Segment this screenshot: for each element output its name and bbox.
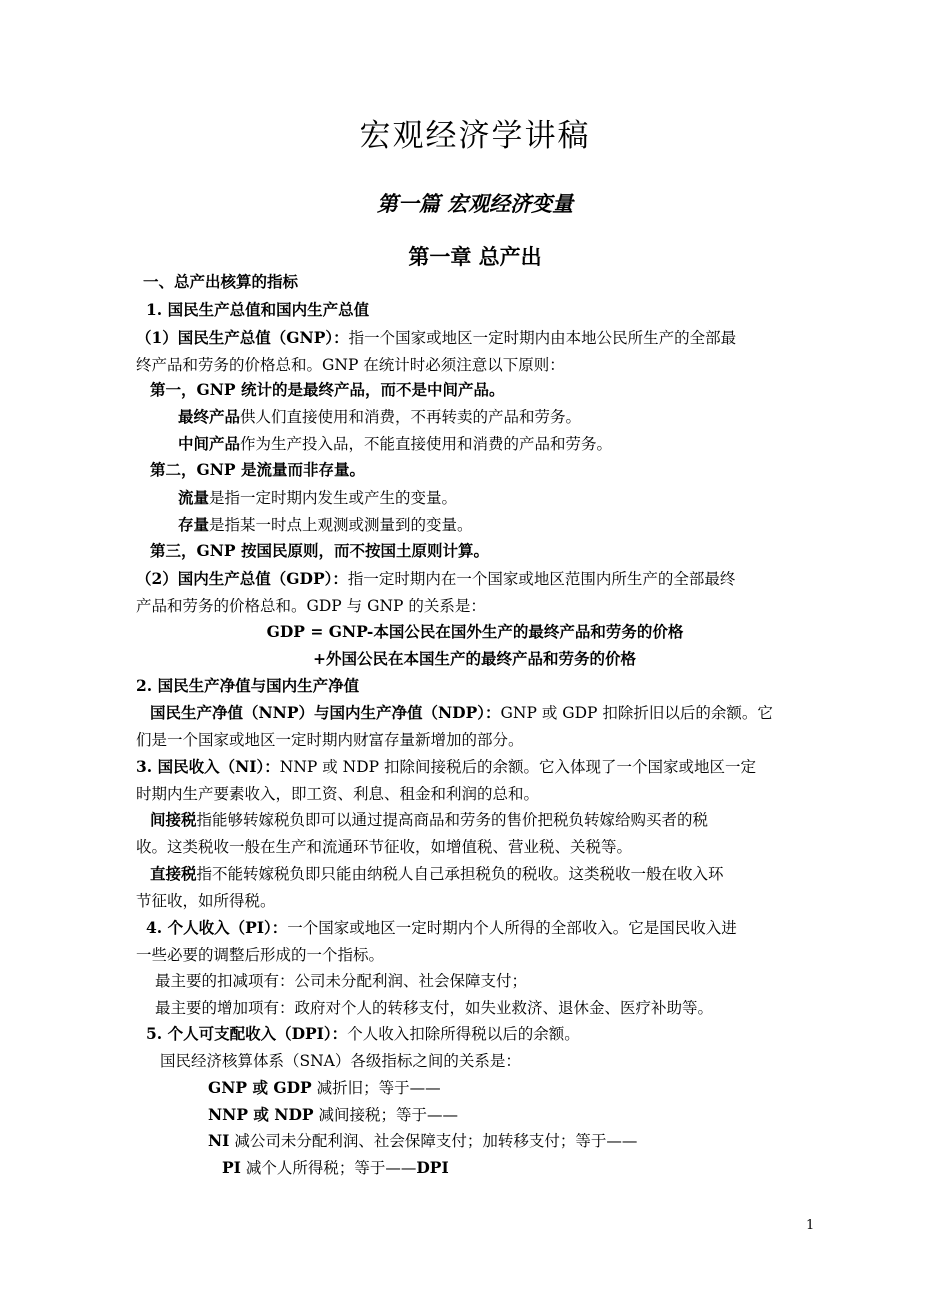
gdp-paragraph-line2: 产品和劳务的价格总和。GDP 与 GNP 的关系是：	[136, 597, 486, 615]
part-heading: 第一篇 宏观经济变量	[376, 191, 574, 216]
indirect-tax-line1	[150, 810, 708, 830]
item4-label: 4. 个人收入（PI）：	[146, 918, 288, 937]
gnp-principle-2: 第二，GNP 是流量而非存量。	[150, 460, 365, 479]
document-title: 宏观经济学讲稿	[359, 118, 591, 154]
item3-label: 3. 国民收入（NI）：	[136, 757, 280, 776]
sna-row-4-term: PI	[222, 1158, 241, 1177]
item3-paragraph-line1	[136, 757, 756, 777]
stock-term: 存量	[178, 515, 210, 534]
sna-row-2-text: 减间接税；等于——	[313, 1106, 458, 1124]
item2-label: 国民生产净值（NNP）与国内生产净值（NDP）：	[150, 703, 501, 722]
flow-line	[178, 488, 457, 508]
item4-text-a: 一个国家或地区一定时期内个人所得的全部收入。它是国民收入进	[287, 919, 737, 937]
sna-row-4-end: DPI	[416, 1158, 449, 1177]
item3-text-a: NNP 或 NDP 扣除间接税后的余额。它入体现了一个国家或地区一定	[279, 758, 757, 776]
direct-tax-line1	[150, 864, 724, 884]
gdp-text-a: 指一定时期内在一个国家或地区范围内所生产的全部最终	[347, 570, 736, 588]
item4-add-line: 最主要的增加项有：政府对个人的转移支付，如失业救济、退休金、医疗补助等。	[155, 999, 714, 1017]
flow-def: 是指一定时期内发生或产生的变量。	[209, 489, 458, 507]
final-product-def: 供人们直接使用和消费，不再转卖的产品和劳务。	[240, 408, 582, 426]
direct-tax-line2: 节征收，如所得税。	[136, 892, 276, 910]
indirect-tax-text-a: 指能够转嫁税负即可以通过提高商品和劳务的售价把税负转嫁给购买者的税	[196, 811, 709, 829]
intermediate-product-def: 作为生产投入品，不能直接使用和消费的产品和劳务。	[240, 435, 613, 453]
sna-row-2	[208, 1105, 458, 1125]
item5-line	[146, 1024, 580, 1044]
stock-line	[178, 515, 473, 535]
intermediate-product-line	[178, 434, 612, 454]
sna-row-3	[208, 1131, 637, 1151]
item1-heading: 1. 国民生产总值和国内生产总值	[146, 300, 370, 319]
item3-paragraph-line2: 时期内生产要素收入，即工资、利息、租金和利润的总和。	[136, 785, 540, 803]
gnp-text-a: 指一个国家或地区一定时期内由本地公民所生产的全部最	[348, 329, 737, 347]
page-number: 1	[806, 1218, 815, 1233]
sna-row-4-text: 减个人所得税；等于——	[240, 1159, 417, 1177]
item5-text: 个人收入扣除所得税以后的余额。	[347, 1025, 580, 1043]
chapter-heading: 第一章 总产出	[408, 244, 542, 269]
direct-tax-term: 直接税	[150, 864, 197, 883]
item2-paragraph-line2: 们是一个国家或地区一定时期内财富存量新增加的部分。	[136, 731, 524, 749]
intermediate-product-term: 中间产品	[178, 434, 241, 453]
sna-row-1-term: GNP 或 GDP	[208, 1078, 312, 1097]
indirect-tax-line2: 收。这类税收一般在生产和流通环节征收，如增值税、营业税、关税等。	[136, 838, 633, 856]
final-product-term: 最终产品	[178, 407, 241, 426]
gnp-label: （1）国民生产总值（GNP）：	[136, 328, 349, 347]
gnp-paragraph-line1	[136, 328, 736, 348]
gnp-principle-1: 第一，GNP 统计的是最终产品，而不是中间产品。	[150, 380, 505, 399]
gdp-label: （2）国内生产总值（GDP）：	[136, 569, 348, 588]
gnp-principle-3: 第三，GNP 按国民原则，而不按国土原则计算。	[150, 541, 489, 560]
gdp-formula-line1: GDP = GNP-本国公民在国外生产的最终产品和劳务的价格	[266, 622, 684, 641]
item4-paragraph-line2: 一些必要的调整后形成的一个指标。	[136, 946, 385, 964]
item4-deduct-line: 最主要的扣减项有：公司未分配利润、社会保障支付；	[155, 972, 528, 990]
sna-row-4	[222, 1158, 449, 1178]
item2-paragraph-line1	[150, 703, 773, 723]
gnp-paragraph-line2: 终产品和劳务的价格总和。GNP 在统计时必须注意以下原则：	[136, 356, 565, 374]
section-heading: 一、总产出核算的指标	[143, 272, 299, 291]
direct-tax-text-a: 指不能转嫁税负即只能由纳税人自己承担税负的税收。这类税收一般在收入环	[196, 865, 724, 883]
sna-row-3-text: 减公司未分配利润、社会保障支付；加转移支付；等于——	[229, 1132, 638, 1150]
item5-label: 5. 个人可支配收入（DPI）：	[146, 1024, 348, 1043]
stock-def: 是指某一时点上观测或测量到的变量。	[209, 516, 473, 534]
gdp-formula-line2: +外国公民在本国生产的最终产品和劳务的价格	[313, 649, 636, 668]
final-product-line	[178, 407, 581, 427]
sna-row-1-text: 减折旧；等于——	[311, 1079, 441, 1097]
sna-row-1	[208, 1078, 441, 1098]
sna-row-2-term: NNP 或 NDP	[208, 1105, 314, 1124]
item2-text-a: GNP 或 GDP 扣除折旧以后的余额。它	[500, 704, 773, 722]
gdp-paragraph-line1	[136, 569, 735, 589]
sna-row-3-term: NI	[208, 1131, 230, 1150]
flow-term: 流量	[178, 488, 210, 507]
item2-heading: 2. 国民生产净值与国内生产净值	[136, 676, 360, 695]
item4-paragraph-line1	[146, 918, 737, 938]
sna-intro: 国民经济核算体系（SNA）各级指标之间的关系是：	[160, 1052, 521, 1070]
indirect-tax-term: 间接税	[150, 810, 197, 829]
